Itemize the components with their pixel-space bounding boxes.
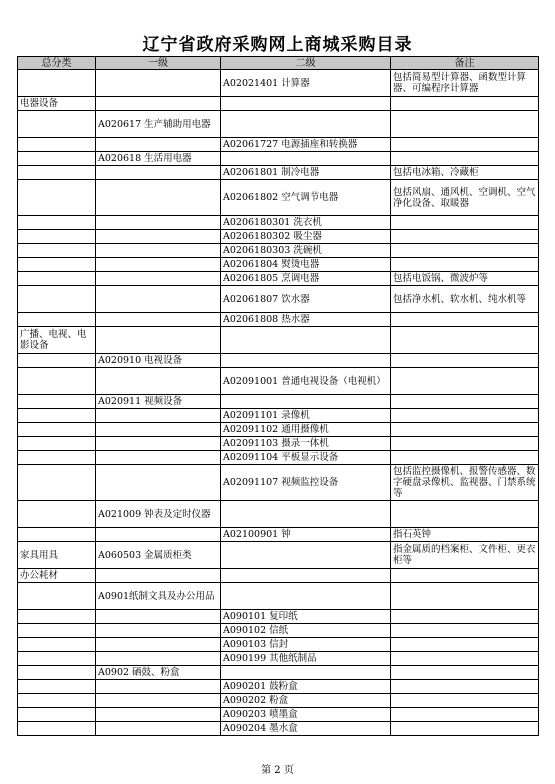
cell-remark [391,230,539,244]
table-row [18,395,539,409]
cell-remark [391,722,539,736]
table-row [18,327,539,354]
cell-category [18,624,96,638]
cell-remark [391,680,539,694]
cell-remark: 包括风扇、通风机、空调机、空气净化设备、取暖器 [391,180,539,216]
cell-level2 [221,97,391,111]
page-title: 辽宁省政府采购网上商城采购目录 [142,35,413,55]
cell-remark [391,138,539,152]
table-body [18,70,539,736]
cell-remark [391,313,539,327]
cell-category [18,583,96,610]
table-row [18,180,539,216]
cell-level1 [96,423,221,437]
cell-category [18,708,96,722]
cell-level1 [96,230,221,244]
cell-remark [391,708,539,722]
cell-remark: 包括简易型计算器、函数型计算器、可编程序计算器 [391,70,539,97]
cell-level1 [96,216,221,230]
cell-level2: A02061801 制冷电器 [221,166,391,180]
cell-level2 [221,111,391,138]
cell-category [18,680,96,694]
cell-category [18,501,96,528]
cell-level2: A02091107 视频监控设备 [221,465,391,501]
cell-level2 [221,542,391,569]
header-remark: 备注 [391,57,539,70]
cell-level1 [96,465,221,501]
cell-remark [391,666,539,680]
cell-level1 [96,258,221,272]
header-row [18,57,539,70]
table-row [18,368,539,395]
cell-remark [391,97,539,111]
cell-remark: 指金属质的档案柜、文件柜、更衣柜等 [391,542,539,569]
cell-remark [391,216,539,230]
cell-level1 [96,708,221,722]
cell-level1: A0902 硒鼓、粉盒 [96,666,221,680]
cell-remark [391,258,539,272]
cell-level2: A090199 其他纸制品 [221,652,391,666]
cell-category [18,354,96,368]
table-row [18,624,539,638]
table-row [18,451,539,465]
page-number: 第 2 页 [261,765,294,776]
table-row [18,694,539,708]
cell-level1 [96,97,221,111]
cell-remark [391,624,539,638]
cell-level2: A090202 粉盒 [221,694,391,708]
cell-level1 [96,409,221,423]
table-row [18,423,539,437]
cell-level2: A090201 鼓粉盒 [221,680,391,694]
cell-level1: A020911 视频设备 [96,395,221,409]
cell-category [18,244,96,258]
cell-category [18,528,96,542]
cell-level2: A02091101 录像机 [221,409,391,423]
cell-category: 电器设备 [18,97,96,111]
cell-remark [391,244,539,258]
cell-level1 [96,244,221,258]
cell-category [18,138,96,152]
cell-level2: A02021401 计算器 [221,70,391,97]
table-row [18,354,539,368]
cell-category [18,180,96,216]
cell-level2 [221,395,391,409]
catalog-table [17,56,539,736]
cell-level1 [96,451,221,465]
cell-category [18,70,96,97]
cell-level1 [96,138,221,152]
table-row [18,610,539,624]
cell-remark [391,583,539,610]
cell-level2: A0206180302 吸尘器 [221,230,391,244]
table-row [18,583,539,610]
cell-level2: A02091102 通用摄像机 [221,423,391,437]
table-row [18,528,539,542]
cell-remark [391,694,539,708]
cell-level1 [96,528,221,542]
table-row [18,97,539,111]
table-row [18,111,539,138]
cell-category [18,166,96,180]
cell-level1 [96,694,221,708]
cell-level2: A0206180301 洗衣机 [221,216,391,230]
cell-remark [391,423,539,437]
table-row [18,569,539,583]
cell-level2 [221,666,391,680]
cell-level2 [221,501,391,528]
table-row [18,465,539,501]
cell-level2: A02091103 摄录一体机 [221,437,391,451]
cell-category [18,368,96,395]
cell-level2 [221,583,391,610]
cell-remark: 包括电饭锅、微波炉等 [391,272,539,286]
cell-category [18,694,96,708]
table-row [18,166,539,180]
cell-level1 [96,624,221,638]
cell-level2: A090102 信纸 [221,624,391,638]
cell-category [18,258,96,272]
cell-remark [391,501,539,528]
table-row [18,680,539,694]
cell-category [18,216,96,230]
cell-category: 广播、电视、电影设备 [18,327,96,354]
cell-level1 [96,722,221,736]
cell-level1 [96,327,221,354]
cell-level2: A02100901 钟 [221,528,391,542]
table-row [18,313,539,327]
cell-level1 [96,680,221,694]
table-row [18,542,539,569]
table-row [18,138,539,152]
cell-category [18,409,96,423]
cell-category [18,423,96,437]
cell-level2 [221,354,391,368]
header-level2: 二级 [221,57,391,70]
cell-remark [391,368,539,395]
cell-category [18,610,96,624]
cell-level1 [96,180,221,216]
cell-category [18,272,96,286]
cell-level2: A02061808 热水器 [221,313,391,327]
cell-level1 [96,286,221,313]
cell-remark: 包括电冰箱、冷藏柜 [391,166,539,180]
cell-category [18,666,96,680]
cell-remark [391,652,539,666]
cell-level2: A090103 信封 [221,638,391,652]
cell-level2 [221,327,391,354]
table-row [18,638,539,652]
cell-category [18,652,96,666]
cell-level2: A090203 喷墨盒 [221,708,391,722]
table-row [18,437,539,451]
cell-level1: A0901纸制文具及办公用品 [96,583,221,610]
cell-remark [391,638,539,652]
cell-level2: A02061807 饮水器 [221,286,391,313]
cell-level2: A02091104 平板显示设备 [221,451,391,465]
cell-category [18,395,96,409]
cell-level2: A090101 复印纸 [221,610,391,624]
table-row [18,708,539,722]
cell-level1: A020618 生活用电器 [96,152,221,166]
cell-level1 [96,70,221,97]
cell-level2: A02061727 电源插座和转换器 [221,138,391,152]
table-row [18,652,539,666]
cell-level1 [96,166,221,180]
cell-category [18,286,96,313]
cell-remark [391,354,539,368]
table-row [18,152,539,166]
cell-level1 [96,638,221,652]
header-category: 总分类 [18,57,96,70]
cell-level1: A020910 电视设备 [96,354,221,368]
cell-level1 [96,652,221,666]
cell-remark [391,111,539,138]
cell-level1 [96,610,221,624]
cell-level2: A02061804 熨烫电器 [221,258,391,272]
header-level1: 一级 [96,57,221,70]
cell-remark [391,409,539,423]
table-row [18,666,539,680]
cell-level2: A090204 墨水盒 [221,722,391,736]
cell-level1 [96,313,221,327]
cell-level1 [96,437,221,451]
table-row [18,286,539,313]
cell-level2: A02061805 烹调电器 [221,272,391,286]
cell-remark [391,569,539,583]
cell-level1 [96,368,221,395]
cell-category: 办公耗材 [18,569,96,583]
table-row [18,230,539,244]
cell-remark: 包括监控摄像机、报警传感器、数字硬盘录像机、监视器、门禁系统等 [391,465,539,501]
cell-remark [391,152,539,166]
cell-level1: A021009 钟表及定时仪器 [96,501,221,528]
cell-level2: A0206180303 洗碗机 [221,244,391,258]
cell-remark [391,327,539,354]
cell-level1 [96,569,221,583]
cell-remark: 包括净水机、软水机、纯水机等 [391,286,539,313]
cell-remark [391,437,539,451]
table-row [18,258,539,272]
cell-level2: A02091001 普通电视设备（电视机） [221,368,391,395]
table-row [18,244,539,258]
table-row [18,501,539,528]
cell-level2 [221,152,391,166]
cell-remark [391,395,539,409]
table-row [18,272,539,286]
cell-level2: A02061802 空气调节电器 [221,180,391,216]
cell-level2 [221,569,391,583]
cell-category [18,638,96,652]
cell-remark [391,451,539,465]
cell-level1: A060503 金属质柜类 [96,542,221,569]
cell-category [18,465,96,501]
table-row [18,216,539,230]
table-row [18,722,539,736]
cell-category [18,111,96,138]
cell-category [18,152,96,166]
cell-level1: A020617 生产辅助用电器 [96,111,221,138]
cell-level1 [96,272,221,286]
cell-category [18,437,96,451]
cell-category [18,230,96,244]
cell-category: 家具用具 [18,542,96,569]
table-row [18,70,539,97]
cell-category [18,313,96,327]
cell-remark [391,610,539,624]
cell-category [18,451,96,465]
table-row [18,409,539,423]
cell-category [18,722,96,736]
cell-remark: 指石英钟 [391,528,539,542]
